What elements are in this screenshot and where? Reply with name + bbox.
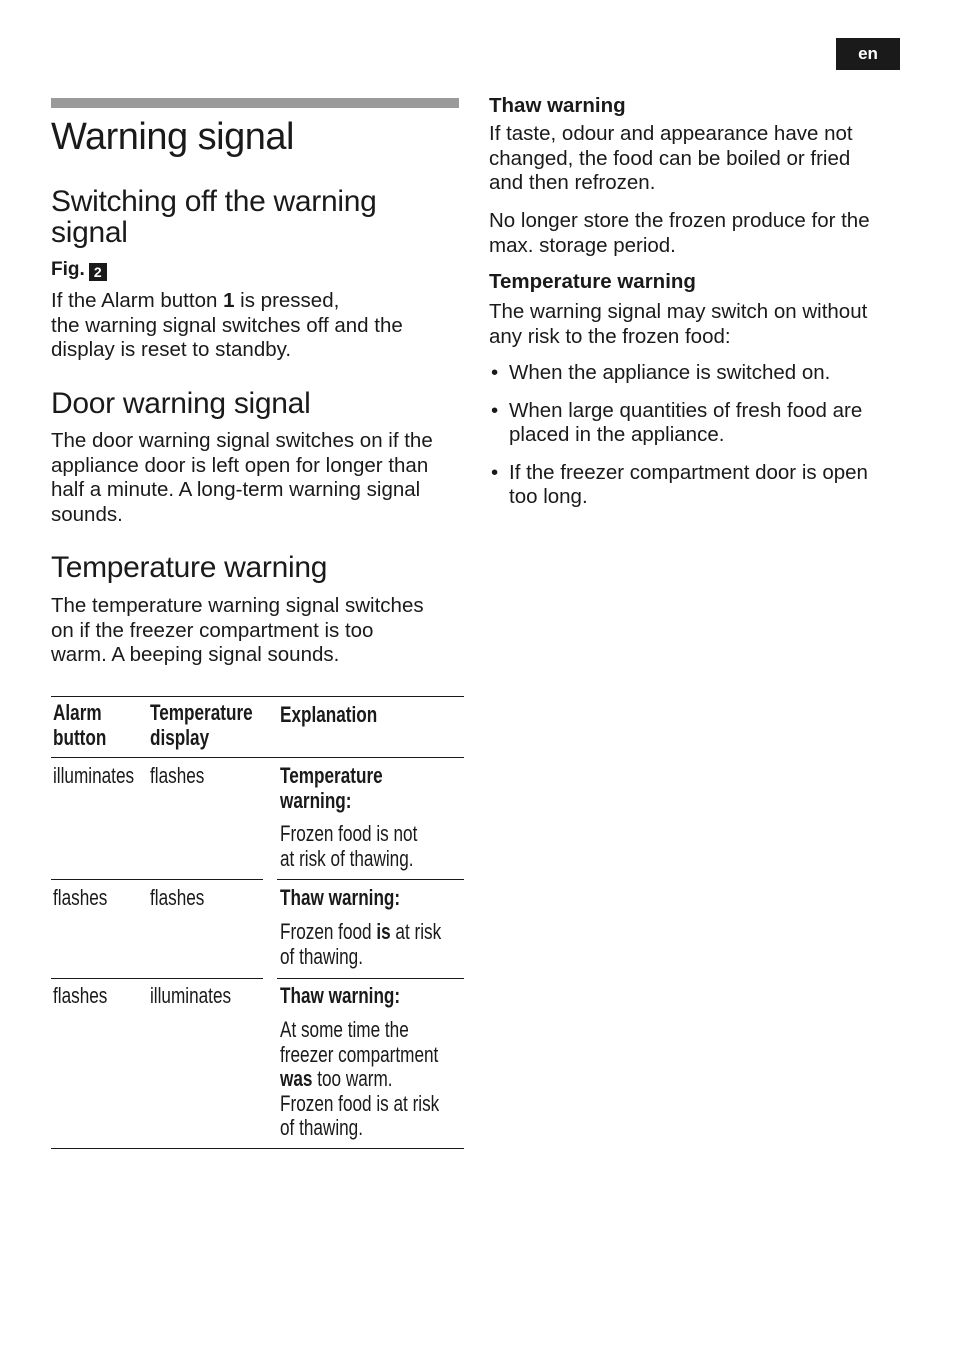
thaw-text-line: If taste, odour and appearance have not [489, 122, 853, 145]
temperature-text-line: The temperature warning signal switches [51, 594, 424, 617]
risk-list [489, 361, 909, 510]
row2-rule-left [51, 978, 263, 979]
header-explanation: Explanation [280, 702, 378, 727]
list-item: • When the appliance is switched on. [489, 361, 909, 386]
door-warning-heading: Door warning signal [51, 387, 311, 420]
temperature-warning-heading: Temperature warning [51, 551, 328, 584]
switching-text-line: display is reset to standby. [51, 338, 292, 361]
temperature-warning-text [51, 594, 466, 668]
row1-display: flashes [150, 763, 205, 788]
thaw-warning-text [489, 122, 909, 196]
figure-number: 2 [89, 263, 107, 281]
list-item: • If the freezer compartment door is open too long. [489, 461, 909, 510]
temperature-warning-subheading: Temperature warning [489, 270, 696, 293]
temperature-text-line: on if the freezer compartment is too [51, 618, 374, 642]
thaw-text-line: changed, the food can be boiled or fried [489, 146, 851, 170]
table-header-rule [51, 757, 464, 758]
row2-explanation-title: Thaw warning: [280, 885, 401, 910]
door-text-line: half a minute. A long-term warning signal [51, 478, 421, 501]
alarm-button-number: 1 [223, 289, 235, 312]
temp-detail-line: The warning signal may switch on without [489, 300, 868, 323]
row3-explanation-text: At some time the freezer compartment was too warm. Frozen food is at risk of thawing. [280, 1017, 440, 1140]
list-item: • When large quantities of fresh food are placed in the appliance. [489, 399, 909, 448]
temperature-warning-detail [489, 300, 909, 349]
row3-display: illuminates [150, 983, 232, 1008]
figure-reference [51, 259, 107, 281]
thaw-warning-subheading: Thaw warning [489, 94, 626, 117]
temp-detail-line: any risk to the frozen food: [489, 324, 731, 348]
row1-explanation-title: Temperature warning: [280, 763, 383, 813]
storage-text-line: max. storage period. [489, 233, 676, 257]
header-alarm-button: Alarm button [53, 700, 107, 750]
figure-label: Fig. [51, 259, 85, 280]
row1-rule-right [277, 879, 464, 880]
row2-display: flashes [150, 885, 205, 910]
door-text-line: sounds. [51, 502, 123, 526]
door-text-line: The door warning signal switches on if the [51, 429, 433, 452]
door-warning-text [51, 429, 466, 527]
row3-explanation-title: Thaw warning: [280, 983, 401, 1008]
temperature-text-line: warm. A beeping signal sounds. [51, 643, 340, 666]
door-text-line: appliance door is left open for longer than [51, 453, 429, 477]
row1-rule-left [51, 879, 263, 880]
table-bottom-rule [51, 1148, 464, 1149]
section-rule [51, 98, 459, 108]
row2-alarm: flashes [53, 885, 108, 910]
table-top-rule [51, 696, 464, 697]
switching-text-line: the warning signal switches off and the [51, 313, 403, 337]
row2-explanation-text: Frozen food is at risk of thawing. [280, 919, 442, 969]
header-temperature-display: Temperature display [150, 700, 253, 750]
row2-rule-right [277, 978, 464, 979]
page-title: Warning signal [51, 116, 294, 158]
storage-text-line: No longer store the frozen produce for the [489, 209, 870, 232]
switching-text-part: If the Alarm button [51, 289, 224, 312]
row1-explanation-text: Frozen food is not at risk of thawing. [280, 821, 418, 871]
row1-alarm: illuminates [53, 763, 135, 788]
language-tab: en [836, 38, 900, 70]
storage-text [489, 209, 909, 258]
row3-alarm: flashes [53, 983, 108, 1008]
thaw-text-line: and then refrozen. [489, 171, 656, 194]
switching-text-part: is pressed, [234, 289, 340, 312]
switching-off-heading: Switching off the warning signal [51, 185, 377, 249]
switching-off-text [51, 289, 461, 363]
